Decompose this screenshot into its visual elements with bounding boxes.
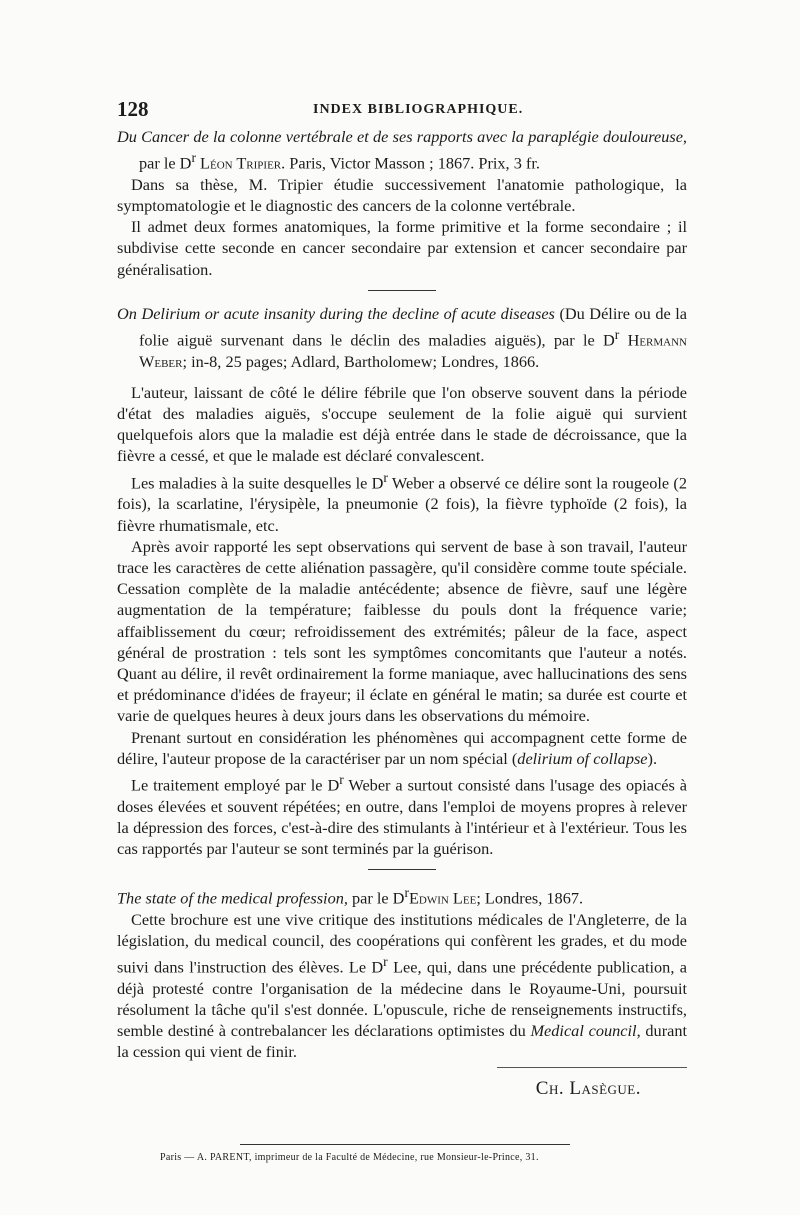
page-number: 128 [117,97,149,121]
bibliography-entry [117,126,687,280]
citation-author: Edwin Lee [408,888,477,908]
italic-term: Medical council [530,1021,637,1041]
paragraph-text: , durant la cession qui vient de finir. [117,1021,688,1062]
section-separator [368,290,436,291]
entry-citation [117,882,687,909]
author-signature: Ch. Lasègue. [535,1077,641,1099]
signature-rule [497,1067,687,1068]
citation-text: ; Londres, 1867. [476,888,584,908]
paragraph-text: Weber a observé ce délire sont la rougeole (2 fois), la scarlatine, l'érysipèle, la pneumonie (2 fois), la fièvre typhoïde (2 fois), la fièvre rhumatismale, etc. [117,473,687,535]
paragraph: Dans sa thèse, M. Tripier étudie successivement l'anatomie pathologique, la symptomatologie et le diagnostic des cancers de la colonne vertébrale. [117,174,687,216]
paragraph-text: ). [647,748,658,768]
paragraph-text: Les maladies à la suite desquelles le D [131,473,384,493]
citation-text: . Paris, Victor Masson ; 1867. Prix, 3 fr. [281,153,540,173]
bibliography-entry [117,882,687,1062]
paragraph-text: Lee, qui, dans une précédente publication, a déjà protesté contre l'organisation de la médecine dans le Royaume-Uni, poursuit résolument la tâche qu'il s'est donnée. L'opuscule, riche de renseignements instructifs, semble destiné à contrebalancer les déclarations optimistes du [117,957,687,1041]
paragraph [117,769,687,859]
entry-title: The state of the medical profession, [117,888,348,908]
paragraph-text: Le traitement employé par le D [131,775,340,795]
entry-title: On Delirium or acute insanity during the decline of acute diseases [117,303,555,323]
paragraph-text: Weber a surtout consisté dans l'usage des opiacés à doses élevées et souvent répétées; en outre, dans l'emploi de moyens propres à relever la dépression des forces, c'est-à-dire des stimulants à l'intérieur et à l'extérieur. Tous les cas rapportés par l'auteur se sont terminés par la guérison. [117,775,687,858]
citation-text: par le D [347,888,405,908]
superscript: r [404,885,409,901]
paragraph: Après avoir rapporté les sept observations qui servent de base à son travail, l'auteur trace les caractères de cette aliénation passagère, qu'il considère comme toute spéciale. Cessation complète de la maladie antécédente; absence de fièvre, sauf une légère augmentation de la température; faiblesse du pouls dont la fréquence varie; affaiblissement du cœur; refroidissement des extrémités; pâleur de la face, aspect général de prostration : tels sont les symptômes concomitants que l'auteur a notés. Quant au délire, il revêt ordinairement la forme maniaque, avec hallucinations des sens et prédominance d'idées de frayeur; il éclate en général le matin; sa durée est courte et varie de quelques heures à deux jours dans les observations du mémoire. [117,536,687,726]
superscript: r [339,771,344,787]
superscript: r [191,150,196,166]
paragraph-text: Cette brochure est une vive critique des institutions médicales de l'Angleterre, de la législation, du medical council, des coopérations qui confèrent les grades, et du mode suivi dans l'instruction des élèves. Le D [117,909,687,977]
section-separator [368,869,436,870]
bibliography-entry [117,303,687,859]
citation-text: (Du Délire ou de la folie aiguë survenant dans le déclin des maladies aiguës), par le D [139,303,688,350]
page-content [117,126,687,1099]
entry-citation [117,303,687,372]
paragraph [117,909,687,1063]
running-head: INDEX BIBLIOGRAPHIQUE. [313,102,524,117]
superscript: r [383,469,388,485]
citation-author: Hermann Weber [139,330,687,371]
paragraph-text: Prenant surtout en considération les phénomènes qui accompagnent cette forme de délire, l'auteur propose de la caractériser par un nom spécial ( [117,727,687,768]
italic-term: delirium of collapse [517,748,648,768]
citation-text: ; in-8, 25 pages; Adlard, Bartholomew; Londres, 1866. [182,351,540,371]
entry-title: Du Cancer de la colonne vertébrale et de ses rapports avec la paraplégie douloureuse, [117,127,687,146]
superscript: r [383,954,388,970]
paragraph: Il admet deux formes anatomiques, la forme primitive et la forme secondaire ; il subdivise cette seconde en cancer secondaire par extension et cancer secondaire par généralisation. [117,217,687,279]
paragraph [117,467,687,536]
superscript: r [614,327,620,343]
paragraph [117,727,687,769]
citation-text: par le D [139,153,192,173]
printer-imprint: Paris — A. PARENT, imprimeur de la Faculté de Médecine, rue Monsieur-le-Prince, 31. [160,1152,539,1163]
page-header [117,97,687,121]
footer-rule [240,1144,570,1145]
entry-citation [117,126,687,174]
paragraph: L'auteur, laissant de côté le délire fébrile que l'on observe souvent dans la période d'état des maladies aiguës, s'occupe seulement de la folie aiguë qui survient quelquefois alors que la maladie est déjà entrée dans le stade de décroissance, que la fièvre a cessé, et que le malade est déclaré convalescent. [117,382,687,466]
citation-author: Léon Tripier [195,153,282,173]
